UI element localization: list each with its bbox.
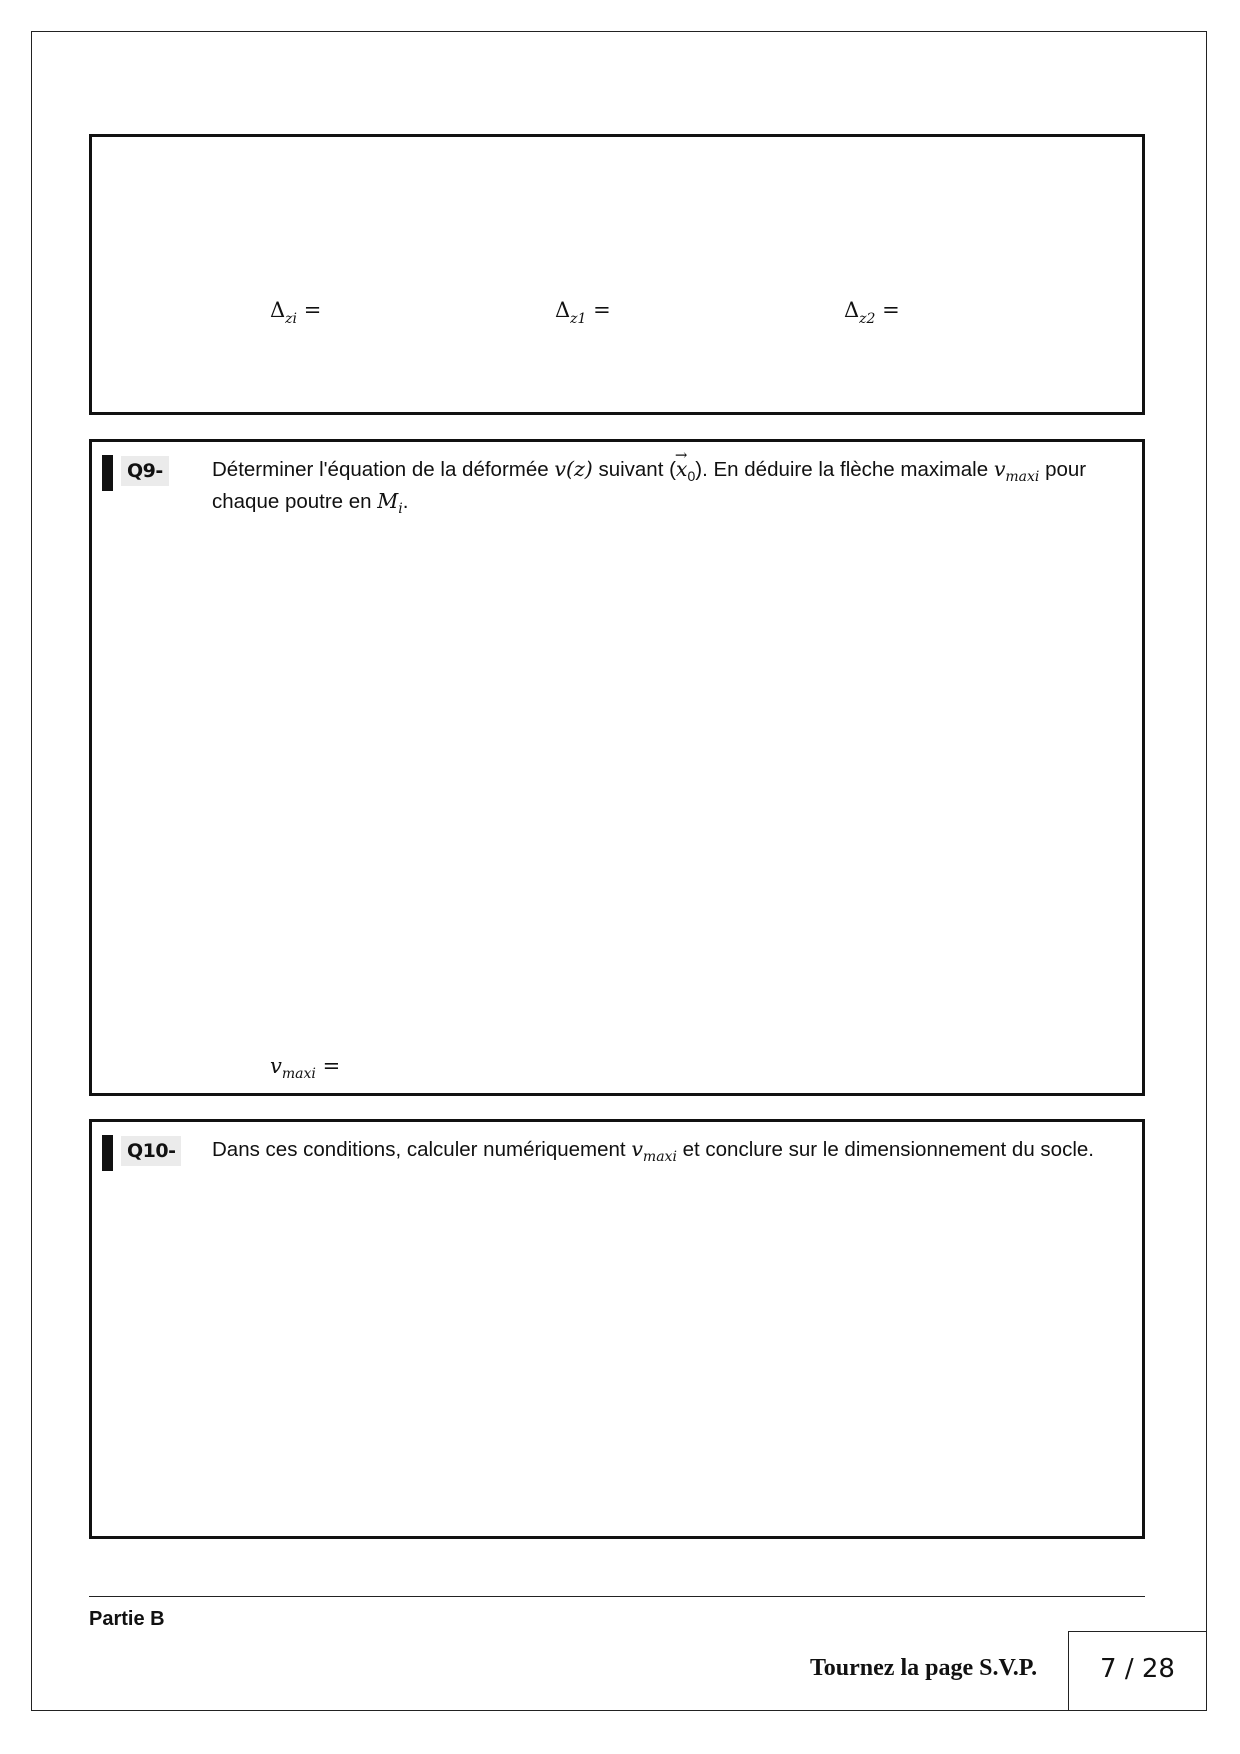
question-tag-q9: Q9- — [121, 456, 169, 486]
question-marker-bar — [102, 455, 113, 491]
delta-z2-label: $\Delta_{z2}$ = — [844, 298, 900, 327]
turn-page-note: Tournez la page S.V.P. — [810, 1655, 1038, 1681]
delta-zi-label: $\Delta_{zi}$ = — [270, 298, 322, 327]
footer-divider — [89, 1596, 1145, 1597]
answer-box-q9[interactable] — [89, 439, 1145, 1096]
page-number-box — [1068, 1631, 1207, 1711]
delta-z1-label: $\Delta_{z1}$ = — [555, 298, 611, 327]
question-tag-q10: Q10- — [121, 1136, 181, 1166]
question-marker-bar — [102, 1135, 113, 1171]
question-text-q10: Dans ces conditions, calculer numériquement $v_{maxi}$ et conclure sur le dimensionnement du socle. — [212, 1137, 1094, 1165]
part-label: Partie B — [89, 1608, 165, 1630]
vector-x0: → x — [676, 455, 688, 484]
vmaxi-answer-label: $v_{maxi}$ = — [270, 1054, 341, 1082]
answer-box-q10[interactable] — [89, 1119, 1145, 1539]
page-number: 7 / 28 — [1100, 1654, 1175, 1684]
answer-box-deltas[interactable] — [89, 134, 1145, 415]
question-text-q9: Déterminer l'équation de la déformée v(z) suivant (→ $x_0$). En déduire la flèche maximale $v_{maxi}$ pour chaque poutre en $M_i$. — [212, 455, 1120, 519]
